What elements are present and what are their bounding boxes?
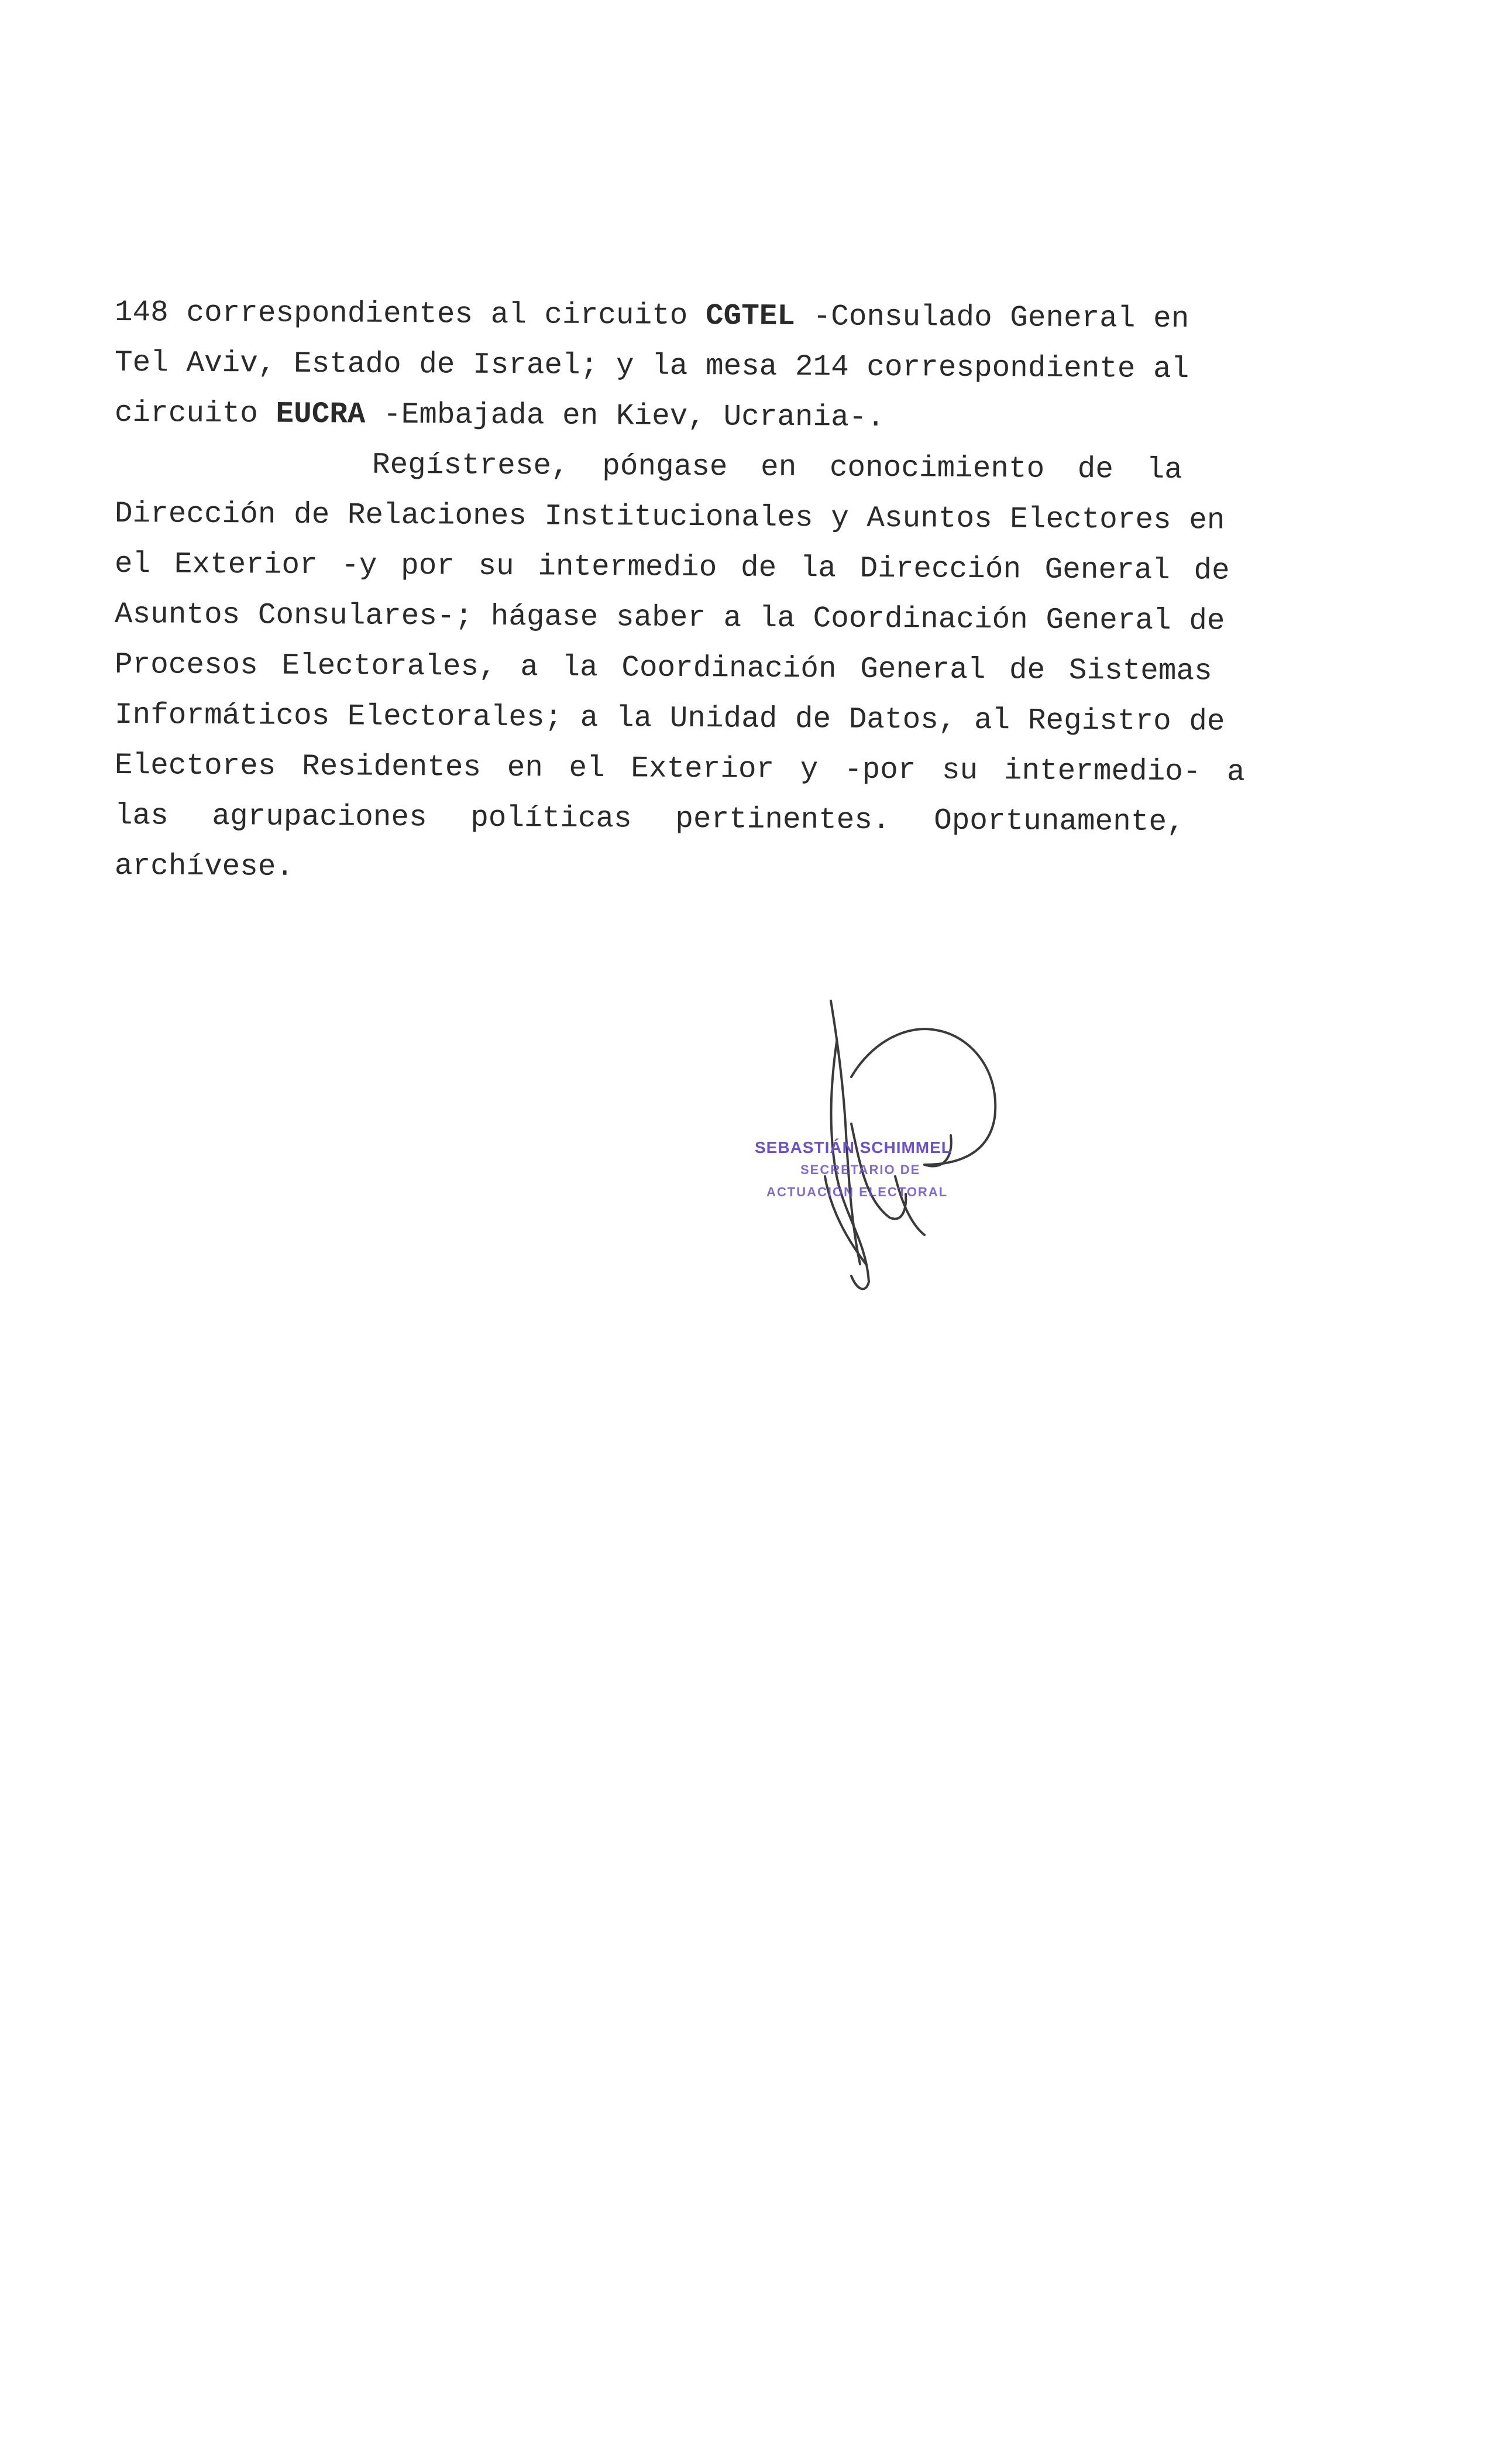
paragraph2-text-5: Procesos Electorales, a la Coordinación General de Sistemas <box>114 648 1212 689</box>
paragraph2-line3 <box>114 540 1230 596</box>
paragraph2-text-1: Regístrese, póngase en conocimiento de la <box>372 448 1182 488</box>
paragraph1-line2 <box>115 338 1215 395</box>
paragraph2-text-8: las agrupaciones políticas pertinentes. Oportunamente, <box>114 799 1185 840</box>
paragraph2-line9 <box>115 842 1215 898</box>
paragraph2-line4 <box>114 590 1225 647</box>
circuit-code-eucra: EUCRA <box>276 397 366 432</box>
paragraph2-text-7: Electores Residentes en el Exterior y -por su intermedio- a <box>114 749 1245 790</box>
paragraph2-text-2: Dirección de Relaciones Institucionales y Asuntos Electores en <box>114 497 1225 538</box>
paragraph2-line2 <box>114 489 1225 546</box>
paragraph2-text-3: el Exterior -y por su intermedio de la Dirección General de <box>114 548 1230 588</box>
paragraph2-line6 <box>114 691 1225 747</box>
resolution-text <box>114 288 1245 892</box>
paragraph2-text-4: Asuntos Consulares-; hágase saber a la Coordinación General de <box>114 598 1225 639</box>
paragraph2-text-6: Informáticos Electorales; a la Unidad de Datos, al Registro de <box>114 699 1225 739</box>
stamp-name: SEBASTIÁN SCHIMMEL <box>755 1138 952 1156</box>
paragraph2-line1 <box>115 439 1215 496</box>
paragraph1-line1 <box>115 288 1215 345</box>
line3-post: -Embajada en Kiev, Ucrania-. <box>365 398 885 435</box>
stamp-title-line1: SECRETARIO DE <box>800 1162 921 1177</box>
line1-post: -Consulado General en <box>795 300 1189 337</box>
official-stamp <box>755 1137 1036 1203</box>
line2-text: Tel Aviv, Estado de Israel; y la mesa 214 correspondiente al <box>114 346 1189 387</box>
line3-pre: circuito <box>114 397 276 431</box>
paragraph2-text-9: archívese. <box>114 850 294 884</box>
circuit-code-cgtel: CGTEL <box>705 300 796 334</box>
paragraph2-line7 <box>114 741 1245 798</box>
paragraph1-line3 <box>115 389 1215 445</box>
paragraph2-line5 <box>115 640 1215 697</box>
line1-pre: 148 correspondientes al circuito <box>114 296 706 334</box>
paragraph2-line8 <box>115 791 1215 848</box>
stamp-title-line2: ACTUACIÓN ELECTORAL <box>766 1185 948 1199</box>
